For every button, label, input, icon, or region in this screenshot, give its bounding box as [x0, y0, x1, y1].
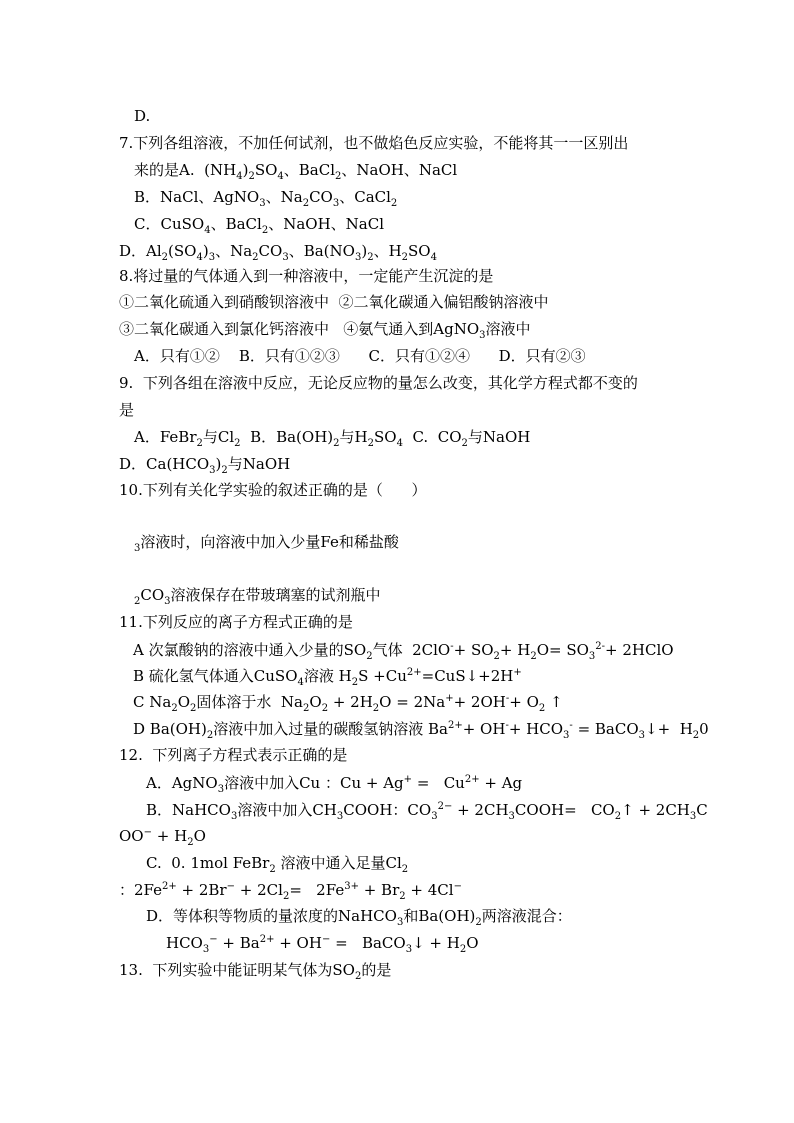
question-12-option-c: C. 0. 1mol FeBr$_2$ 溶液中通入足量$Cl_2$	[146, 854, 409, 875]
question-7-option-b: B．NaCl、AgNO$_3$、$Na_2CO_3$、CaCl$_2$	[134, 188, 398, 209]
question-8-items-1-2: ①二氧化硫通入到硝酸钡溶液中 ②二氧化碳通入偏铝酸钠溶液中	[119, 293, 549, 311]
question-10-fragment-1: $_3$溶液时，向溶液中加入少量Fe和稀盐酸	[134, 533, 399, 554]
question-11-option-d: D $Ba(OH)_2$溶液中加入过量的碳酸氢钠溶液 $Ba^{2+}+ OH^-+ HCO_3^-$ = BaCO$_3$↓+ $H_20$	[133, 720, 709, 741]
question-8-stem: 8.将过量的气体通入到一种溶液中，一定能产生沉淀的是	[119, 267, 494, 285]
question-12-option-d-equation: $HCO_3^- + Ba^{2+} + OH^-$ = BaCO$_3$↓ + $H_2O$	[166, 934, 479, 955]
question-12-stem: 12. 下列离子方程式表示正确的是	[119, 746, 348, 764]
question-12-option-b: B．NaHCO$_3$溶液中加入$CH_3COOH$：$CO_3^{2-}$ + $2CH_3COOH=$ $CO_2↑ + 2CH_3C$	[146, 801, 708, 822]
question-12-option-d: D．等体积等物质的量浓度的NaHCO$_3$和$Ba(OH)_2$两溶液混合：	[146, 907, 572, 928]
question-7-option-a: 来的是A. $(NH_4)_2SO_4$、BaCl$_2$、NaOH、NaCl	[134, 161, 458, 182]
question-9-options-abc: A．FeBr$_2$与$Cl_2$ B．$Ba(OH)_2$与$H_2SO_4$ C. $CO_2$与NaOH	[134, 428, 531, 449]
question-9-stem: 9. 下列各组在溶液中反应，无论反应物的量怎么改变，其化学方程式都不变的	[119, 374, 638, 392]
question-11-option-a: A 次氯酸钠的溶液中通入少量的$SO_2$气体 $2ClO^-+ SO_2+ H_2O= SO_3^{2-}+$ 2HClO	[133, 641, 674, 662]
question-12-option-b-cont: $OO^- + H_2O$	[119, 827, 206, 848]
question-7-stem: 7.下列各组溶液，不加任何试剂，也不做焰色反应实验，不能将其一一区别出	[119, 134, 629, 152]
question-8-options: A．只有①② B．只有①②③ C．只有①②④ D．只有②③	[134, 347, 586, 365]
question-10-fragment-2: $_2CO_3$溶液保存在带玻璃塞的试剂瓶中	[134, 586, 381, 607]
question-7-option-c: C．CuSO$_4$、BaCl$_2$、NaOH、NaCl	[134, 215, 384, 236]
question-11-option-c: C $Na_2O_2$固体溶于水 $Na_2O_2 + 2H_2O = 2Na^++ 2OH^-+ O_2$ ↑	[133, 693, 563, 714]
text-line: D.	[134, 107, 151, 125]
question-13-stem: 13. 下列实验中能证明某气体为$SO_2$的是	[119, 961, 392, 982]
question-12-option-c-cont: ：$2Fe^{2+} + 2Br^- + 2Cl_2= 2Fe^{3+} + Br_2 + 4Cl^-$	[119, 881, 462, 902]
question-11-option-b: B 硫化氢气体通入CuSO$_4$溶液 $H_2S$ $+Cu^{2+}=CuS↓+2H^+$	[133, 667, 522, 688]
question-12-option-a: A．AgNO$_3$溶液中加入Cu ：$Cu + Ag^+ = Cu^{2+} + Ag$	[146, 774, 523, 795]
question-7-option-d: D．$Al_2(SO_4)_3$、$Na_2CO_3$、$Ba(NO_3)_2$、$H_2SO_4$	[119, 242, 437, 263]
question-8-items-3-4: ③二氧化碳通入到氯化钙溶液中 ④氨气通入到AgNO$_3$溶液中	[119, 320, 531, 341]
question-10-stem: 10.下列有关化学实验的叙述正确的是（ ）	[119, 481, 427, 499]
question-9-option-d: D．$Ca(HCO_3)_2$与NaOH	[119, 455, 291, 476]
question-11-stem: 11.下列反应的离子方程式正确的是	[119, 613, 353, 631]
question-9-stem-cont: 是	[119, 401, 135, 419]
